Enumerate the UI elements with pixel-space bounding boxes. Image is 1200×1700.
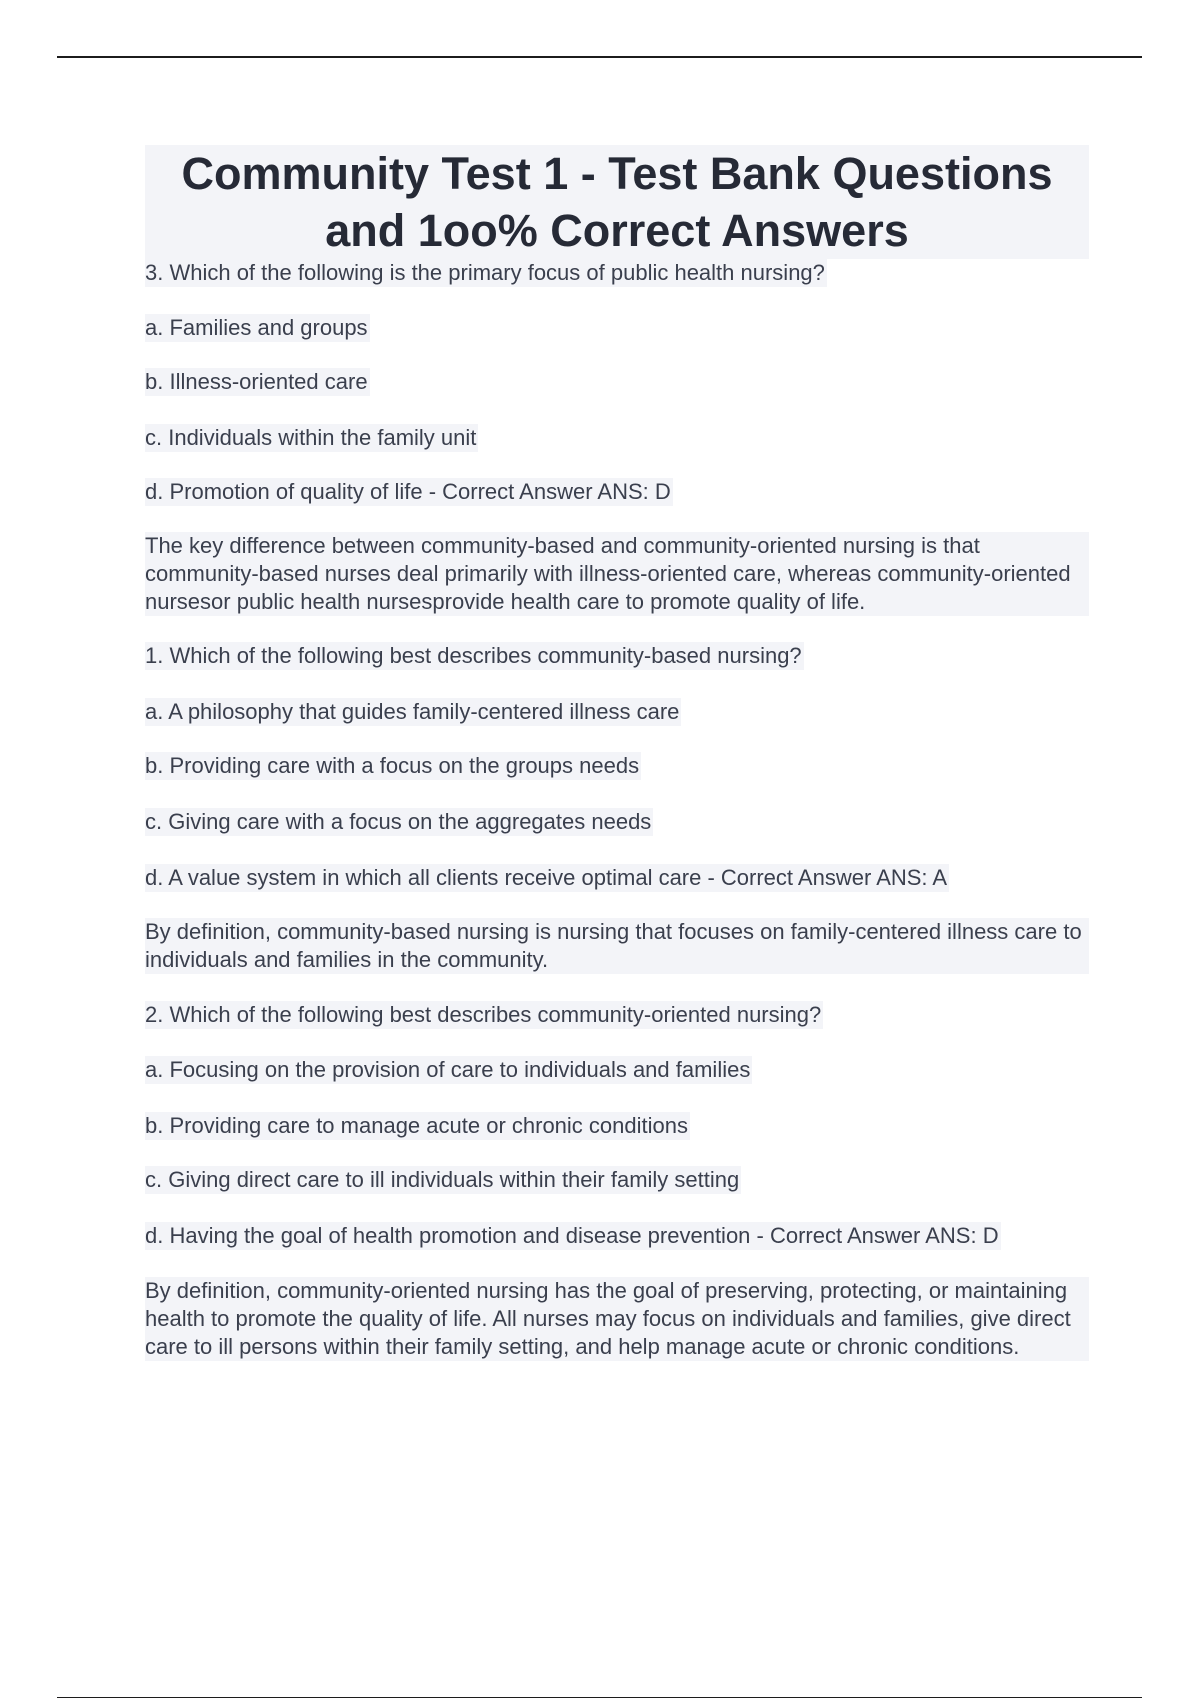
question-text: 2. Which of the following best describes community-oriented nursing? xyxy=(145,1002,822,1027)
option-c: c. Giving direct care to ill individuals within their family setting xyxy=(145,1167,740,1192)
option-d: d. Having the goal of health promotion and disease prevention - Correct Answer ANS: D xyxy=(145,1223,999,1248)
document-body xyxy=(145,145,1089,1361)
option-a: a. A philosophy that guides family-centered illness care xyxy=(145,699,680,724)
option-b: b. Providing care to manage acute or chronic conditions xyxy=(145,1113,688,1138)
question-1 xyxy=(145,642,1089,974)
bottom-rule xyxy=(57,1697,1142,1698)
option-d: d. A value system in which all clients receive optimal care - Correct Answer ANS: A xyxy=(145,865,948,890)
option-a: a. Focusing on the provision of care to individuals and families xyxy=(145,1057,751,1082)
question-text: 3. Which of the following is the primary focus of public health nursing? xyxy=(145,260,825,285)
document-title: Community Test 1 - Test Bank Questions and 1oo% Correct Answers xyxy=(145,145,1089,259)
option-b: b. Illness-oriented care xyxy=(145,369,368,394)
rationale: By definition, community-based nursing is nursing that focuses on family-centered illness care to individuals and families in the community. xyxy=(145,918,1089,974)
top-rule xyxy=(57,56,1142,58)
question-text: 1. Which of the following best describes community-based nursing? xyxy=(145,643,802,668)
option-d: d. Promotion of quality of life - Correct Answer ANS: D xyxy=(145,479,671,504)
rationale: The key difference between community-based and community-oriented nursing is that community-based nurses deal primarily with illness-oriented care, whereas community-oriented nursesor public health nursesprovide health care to promote quality of life. xyxy=(145,532,1089,616)
option-b: b. Providing care with a focus on the groups needs xyxy=(145,753,640,778)
rationale: By definition, community-oriented nursing has the goal of preserving, protecting, or maintaining health to promote the quality of life. All nurses may focus on individuals and families, give direct care to ill persons within their family setting, and help manage acute or chronic conditions. xyxy=(145,1277,1089,1361)
question-3 xyxy=(145,259,1089,616)
option-c: c. Giving care with a focus on the aggregates needs xyxy=(145,809,652,834)
option-a: a. Families and groups xyxy=(145,315,368,340)
option-c: c. Individuals within the family unit xyxy=(145,425,477,450)
question-2 xyxy=(145,1001,1089,1361)
